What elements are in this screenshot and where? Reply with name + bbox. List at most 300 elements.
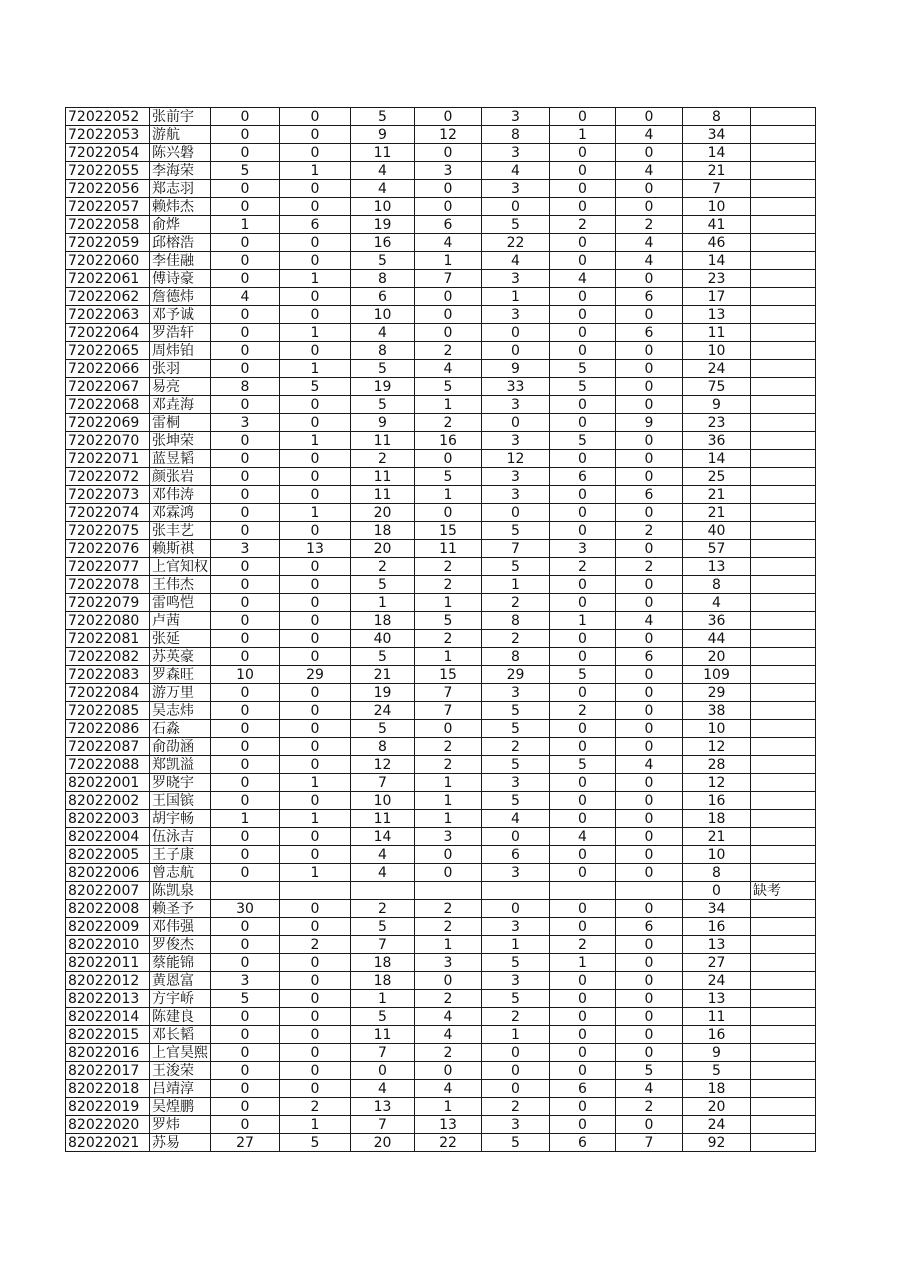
score-cell: 4 <box>616 126 683 144</box>
score-cell: 1 <box>550 126 616 144</box>
table-row <box>66 792 816 810</box>
score-cell: 5 <box>482 954 550 972</box>
note-cell <box>751 828 816 846</box>
score-cell: 6 <box>550 1134 616 1152</box>
student-name-cell: 张羽 <box>150 360 211 378</box>
score-cell: 2 <box>550 936 616 954</box>
total-score-cell: 11 <box>683 324 751 342</box>
score-cell: 8 <box>211 378 280 396</box>
score-cell: 0 <box>550 486 616 504</box>
score-cell: 3 <box>211 540 280 558</box>
score-cell: 0 <box>280 522 351 540</box>
score-cell: 2 <box>482 594 550 612</box>
student-name-cell: 王子康 <box>150 846 211 864</box>
score-cell: 0 <box>550 1008 616 1026</box>
note-cell <box>751 216 816 234</box>
score-cell: 8 <box>351 738 415 756</box>
score-cell: 0 <box>415 306 482 324</box>
note-cell <box>751 918 816 936</box>
score-cell: 0 <box>616 468 683 486</box>
score-cell: 30 <box>211 900 280 918</box>
total-score-cell: 17 <box>683 288 751 306</box>
student-name-cell: 黄恩富 <box>150 972 211 990</box>
score-cell: 4 <box>415 1026 482 1044</box>
score-cell: 0 <box>550 234 616 252</box>
score-cell: 0 <box>616 450 683 468</box>
score-cell: 0 <box>415 288 482 306</box>
score-cell: 7 <box>415 270 482 288</box>
score-cell: 8 <box>351 270 415 288</box>
note-cell <box>751 936 816 954</box>
note-cell <box>751 792 816 810</box>
score-cell: 6 <box>616 648 683 666</box>
total-score-cell: 41 <box>683 216 751 234</box>
score-cell: 0 <box>616 864 683 882</box>
score-cell: 4 <box>616 162 683 180</box>
score-cell: 0 <box>280 576 351 594</box>
table-row <box>66 414 816 432</box>
note-cell <box>751 540 816 558</box>
student-name-cell: 张坤荣 <box>150 432 211 450</box>
total-score-cell: 8 <box>683 864 751 882</box>
student-id-cell: 82022019 <box>66 1098 150 1116</box>
score-cell: 0 <box>211 630 280 648</box>
note-cell <box>751 1116 816 1134</box>
score-cell: 3 <box>482 918 550 936</box>
table-row <box>66 684 816 702</box>
score-cell: 8 <box>351 342 415 360</box>
note-cell <box>751 378 816 396</box>
score-cell: 4 <box>616 252 683 270</box>
score-cell: 0 <box>280 612 351 630</box>
score-cell: 0 <box>415 504 482 522</box>
score-cell: 40 <box>351 630 415 648</box>
table-row <box>66 108 816 126</box>
student-name-cell: 苏英豪 <box>150 648 211 666</box>
score-cell: 2 <box>415 576 482 594</box>
score-cell: 3 <box>211 414 280 432</box>
student-name-cell: 郑凯溢 <box>150 756 211 774</box>
score-cell: 2 <box>616 522 683 540</box>
table-row <box>66 666 816 684</box>
score-cell: 2 <box>351 558 415 576</box>
score-cell: 0 <box>211 918 280 936</box>
total-score-cell: 40 <box>683 522 751 540</box>
student-id-cell: 72022080 <box>66 612 150 630</box>
score-cell: 29 <box>280 666 351 684</box>
total-score-cell: 57 <box>683 540 751 558</box>
score-cell: 9 <box>351 126 415 144</box>
score-cell: 0 <box>280 972 351 990</box>
total-score-cell: 7 <box>683 180 751 198</box>
note-cell <box>751 360 816 378</box>
score-cell: 3 <box>482 144 550 162</box>
score-cell: 0 <box>550 864 616 882</box>
student-id-cell: 72022081 <box>66 630 150 648</box>
student-id-cell: 72022086 <box>66 720 150 738</box>
score-cell: 1 <box>415 396 482 414</box>
note-cell <box>751 1080 816 1098</box>
total-score-cell: 36 <box>683 432 751 450</box>
student-name-cell: 易亮 <box>150 378 211 396</box>
score-cell: 3 <box>415 162 482 180</box>
score-cell: 0 <box>482 1080 550 1098</box>
note-cell <box>751 558 816 576</box>
score-cell: 11 <box>351 486 415 504</box>
score-cell: 0 <box>211 702 280 720</box>
score-cell: 0 <box>211 1062 280 1080</box>
score-cell: 0 <box>616 1008 683 1026</box>
score-cell: 7 <box>351 774 415 792</box>
score-cell: 4 <box>616 612 683 630</box>
table-row <box>66 882 816 900</box>
score-cell: 4 <box>351 1080 415 1098</box>
score-cell: 4 <box>616 1080 683 1098</box>
note-cell <box>751 774 816 792</box>
student-name-cell: 卢茜 <box>150 612 211 630</box>
score-cell: 11 <box>351 1026 415 1044</box>
score-cell: 8 <box>482 648 550 666</box>
score-cell: 0 <box>211 1116 280 1134</box>
note-cell <box>751 324 816 342</box>
table-row <box>66 936 816 954</box>
total-score-cell: 10 <box>683 342 751 360</box>
score-cell: 4 <box>351 864 415 882</box>
student-name-cell: 曾志航 <box>150 864 211 882</box>
score-cell: 7 <box>351 1116 415 1134</box>
note-cell <box>751 306 816 324</box>
note-cell <box>751 954 816 972</box>
score-cell: 1 <box>280 360 351 378</box>
score-cell: 0 <box>482 900 550 918</box>
table-row <box>66 810 816 828</box>
score-cell: 20 <box>351 540 415 558</box>
score-cell: 0 <box>211 1080 280 1098</box>
score-cell: 0 <box>616 108 683 126</box>
score-cell: 0 <box>211 432 280 450</box>
score-cell: 0 <box>211 252 280 270</box>
student-id-cell: 72022088 <box>66 756 150 774</box>
score-cell: 3 <box>482 306 550 324</box>
score-cell: 27 <box>211 1134 280 1152</box>
table-row <box>66 288 816 306</box>
student-id-cell: 72022054 <box>66 144 150 162</box>
score-cell: 18 <box>351 972 415 990</box>
score-cell: 0 <box>211 234 280 252</box>
score-cell: 0 <box>211 648 280 666</box>
score-cell: 0 <box>211 828 280 846</box>
student-name-cell: 邱榕浩 <box>150 234 211 252</box>
total-score-cell: 14 <box>683 144 751 162</box>
score-cell: 0 <box>616 990 683 1008</box>
note-cell <box>751 1008 816 1026</box>
score-cell: 5 <box>550 756 616 774</box>
score-cell: 6 <box>280 216 351 234</box>
score-cell: 12 <box>351 756 415 774</box>
score-cell: 0 <box>616 360 683 378</box>
score-cell: 0 <box>211 792 280 810</box>
total-score-cell: 46 <box>683 234 751 252</box>
student-id-cell: 82022012 <box>66 972 150 990</box>
score-cell: 0 <box>280 126 351 144</box>
score-cell: 0 <box>211 126 280 144</box>
score-cell: 12 <box>415 126 482 144</box>
note-cell <box>751 810 816 828</box>
score-cell: 15 <box>415 522 482 540</box>
score-cell: 0 <box>211 522 280 540</box>
total-score-cell: 9 <box>683 396 751 414</box>
score-cell: 0 <box>550 144 616 162</box>
score-cell: 0 <box>280 108 351 126</box>
student-id-cell: 72022082 <box>66 648 150 666</box>
score-cell: 5 <box>280 378 351 396</box>
note-cell <box>751 990 816 1008</box>
student-id-cell: 82022005 <box>66 846 150 864</box>
score-cell: 0 <box>616 180 683 198</box>
student-name-cell: 邓霖鸿 <box>150 504 211 522</box>
score-cell: 4 <box>482 162 550 180</box>
note-cell <box>751 234 816 252</box>
score-cell: 0 <box>211 1008 280 1026</box>
student-name-cell: 罗森旺 <box>150 666 211 684</box>
score-cell: 1 <box>415 774 482 792</box>
student-name-cell: 吕靖淳 <box>150 1080 211 1098</box>
total-score-cell: 11 <box>683 1008 751 1026</box>
score-cell: 11 <box>351 432 415 450</box>
score-cell: 6 <box>616 324 683 342</box>
score-cell: 2 <box>482 738 550 756</box>
score-cell: 0 <box>280 954 351 972</box>
note-cell <box>751 468 816 486</box>
score-cell: 0 <box>280 918 351 936</box>
total-score-cell: 21 <box>683 162 751 180</box>
table-row <box>66 234 816 252</box>
score-cell: 5 <box>351 1008 415 1026</box>
score-cell: 3 <box>482 468 550 486</box>
score-table <box>65 107 816 1152</box>
table-row <box>66 144 816 162</box>
score-cell: 0 <box>211 756 280 774</box>
note-cell <box>751 612 816 630</box>
score-cell: 0 <box>280 846 351 864</box>
score-cell: 0 <box>550 162 616 180</box>
score-cell: 0 <box>280 234 351 252</box>
table-row <box>66 864 816 882</box>
score-cell: 0 <box>616 576 683 594</box>
score-cell: 0 <box>550 684 616 702</box>
score-cell: 19 <box>351 684 415 702</box>
score-cell: 3 <box>550 540 616 558</box>
student-id-cell: 82022009 <box>66 918 150 936</box>
score-cell: 1 <box>415 594 482 612</box>
score-cell: 0 <box>616 198 683 216</box>
student-name-cell: 颜张岩 <box>150 468 211 486</box>
note-cell <box>751 486 816 504</box>
note-cell <box>751 1062 816 1080</box>
student-id-cell: 82022020 <box>66 1116 150 1134</box>
total-score-cell: 4 <box>683 594 751 612</box>
note-cell <box>751 720 816 738</box>
score-cell: 6 <box>616 918 683 936</box>
score-cell: 0 <box>211 486 280 504</box>
table-row <box>66 504 816 522</box>
score-cell: 10 <box>211 666 280 684</box>
table-row <box>66 198 816 216</box>
score-cell: 5 <box>351 360 415 378</box>
student-id-cell: 82022002 <box>66 792 150 810</box>
score-cell: 7 <box>415 684 482 702</box>
total-score-cell: 8 <box>683 108 751 126</box>
score-cell: 0 <box>616 540 683 558</box>
score-cell: 11 <box>351 144 415 162</box>
score-cell: 0 <box>211 360 280 378</box>
note-cell <box>751 1134 816 1152</box>
score-cell: 0 <box>550 198 616 216</box>
student-name-cell: 李海荣 <box>150 162 211 180</box>
score-cell: 2 <box>482 1098 550 1116</box>
total-score-cell: 13 <box>683 558 751 576</box>
score-cell: 7 <box>351 936 415 954</box>
student-name-cell: 赖圣予 <box>150 900 211 918</box>
student-id-cell: 72022084 <box>66 684 150 702</box>
score-cell: 0 <box>550 648 616 666</box>
score-cell: 24 <box>351 702 415 720</box>
total-score-cell: 75 <box>683 378 751 396</box>
student-id-cell: 82022008 <box>66 900 150 918</box>
score-cell: 0 <box>280 900 351 918</box>
note-cell <box>751 846 816 864</box>
note-cell <box>751 180 816 198</box>
score-cell: 0 <box>211 774 280 792</box>
score-cell: 0 <box>550 1098 616 1116</box>
total-score-cell: 14 <box>683 450 751 468</box>
score-cell: 4 <box>351 180 415 198</box>
score-cell: 0 <box>616 738 683 756</box>
score-cell: 5 <box>482 720 550 738</box>
score-cell: 0 <box>616 630 683 648</box>
student-name-cell: 罗浩轩 <box>150 324 211 342</box>
score-cell: 3 <box>482 180 550 198</box>
student-id-cell: 72022078 <box>66 576 150 594</box>
table-row <box>66 378 816 396</box>
score-cell: 0 <box>550 792 616 810</box>
score-cell: 0 <box>482 414 550 432</box>
student-id-cell: 72022059 <box>66 234 150 252</box>
score-cell: 0 <box>280 1044 351 1062</box>
table-row <box>66 720 816 738</box>
table-row <box>66 270 816 288</box>
score-cell: 0 <box>550 252 616 270</box>
score-cell: 1 <box>280 504 351 522</box>
score-cell: 0 <box>280 558 351 576</box>
score-cell: 0 <box>616 666 683 684</box>
student-name-cell: 傅诗豪 <box>150 270 211 288</box>
score-cell: 0 <box>280 1080 351 1098</box>
score-cell: 0 <box>280 1062 351 1080</box>
score-cell: 5 <box>550 666 616 684</box>
score-cell: 0 <box>550 108 616 126</box>
student-name-cell: 陈建良 <box>150 1008 211 1026</box>
score-cell: 3 <box>482 108 550 126</box>
score-cell: 0 <box>550 594 616 612</box>
table-row <box>66 126 816 144</box>
score-cell: 6 <box>415 216 482 234</box>
score-cell: 5 <box>351 576 415 594</box>
score-cell: 1 <box>351 594 415 612</box>
score-cell: 0 <box>211 468 280 486</box>
score-cell: 0 <box>211 1044 280 1062</box>
score-cell: 13 <box>351 1098 415 1116</box>
total-score-cell: 16 <box>683 1026 751 1044</box>
score-cell: 0 <box>415 720 482 738</box>
table-row <box>66 900 816 918</box>
student-id-cell: 72022077 <box>66 558 150 576</box>
score-cell <box>482 882 550 900</box>
student-name-cell: 周炜铂 <box>150 342 211 360</box>
score-cell: 0 <box>415 846 482 864</box>
note-cell <box>751 756 816 774</box>
total-score-cell: 44 <box>683 630 751 648</box>
score-cell: 4 <box>415 1008 482 1026</box>
student-name-cell: 上官昊熙 <box>150 1044 211 1062</box>
score-cell: 19 <box>351 378 415 396</box>
note-cell <box>751 630 816 648</box>
score-cell: 0 <box>280 1008 351 1026</box>
score-cell: 5 <box>482 702 550 720</box>
score-cell: 2 <box>280 936 351 954</box>
score-cell <box>211 882 280 900</box>
score-cell: 1 <box>211 216 280 234</box>
score-cell: 0 <box>415 108 482 126</box>
student-id-cell: 82022021 <box>66 1134 150 1152</box>
student-name-cell: 罗炜 <box>150 1116 211 1134</box>
student-name-cell: 雷桐 <box>150 414 211 432</box>
score-cell: 0 <box>280 720 351 738</box>
score-cell: 0 <box>211 864 280 882</box>
score-cell: 0 <box>211 720 280 738</box>
student-id-cell: 72022065 <box>66 342 150 360</box>
note-cell <box>751 576 816 594</box>
total-score-cell: 25 <box>683 468 751 486</box>
note-cell <box>751 594 816 612</box>
student-name-cell: 伍泳吉 <box>150 828 211 846</box>
score-cell: 5 <box>482 522 550 540</box>
student-name-cell: 张延 <box>150 630 211 648</box>
score-table-body <box>66 108 816 1152</box>
total-score-cell: 92 <box>683 1134 751 1152</box>
score-cell: 3 <box>211 972 280 990</box>
score-cell: 0 <box>280 342 351 360</box>
note-cell <box>751 432 816 450</box>
score-cell: 1 <box>280 270 351 288</box>
score-cell: 0 <box>280 738 351 756</box>
student-name-cell: 吴煌鹏 <box>150 1098 211 1116</box>
student-id-cell: 72022079 <box>66 594 150 612</box>
score-cell: 0 <box>211 270 280 288</box>
score-cell: 4 <box>351 162 415 180</box>
table-row <box>66 1062 816 1080</box>
score-cell: 1 <box>415 252 482 270</box>
score-cell: 10 <box>351 306 415 324</box>
total-score-cell: 24 <box>683 360 751 378</box>
score-cell: 1 <box>351 990 415 1008</box>
student-id-cell: 72022060 <box>66 252 150 270</box>
score-cell: 1 <box>280 432 351 450</box>
score-cell <box>351 882 415 900</box>
student-id-cell: 82022017 <box>66 1062 150 1080</box>
score-cell: 0 <box>211 396 280 414</box>
score-cell: 0 <box>280 684 351 702</box>
